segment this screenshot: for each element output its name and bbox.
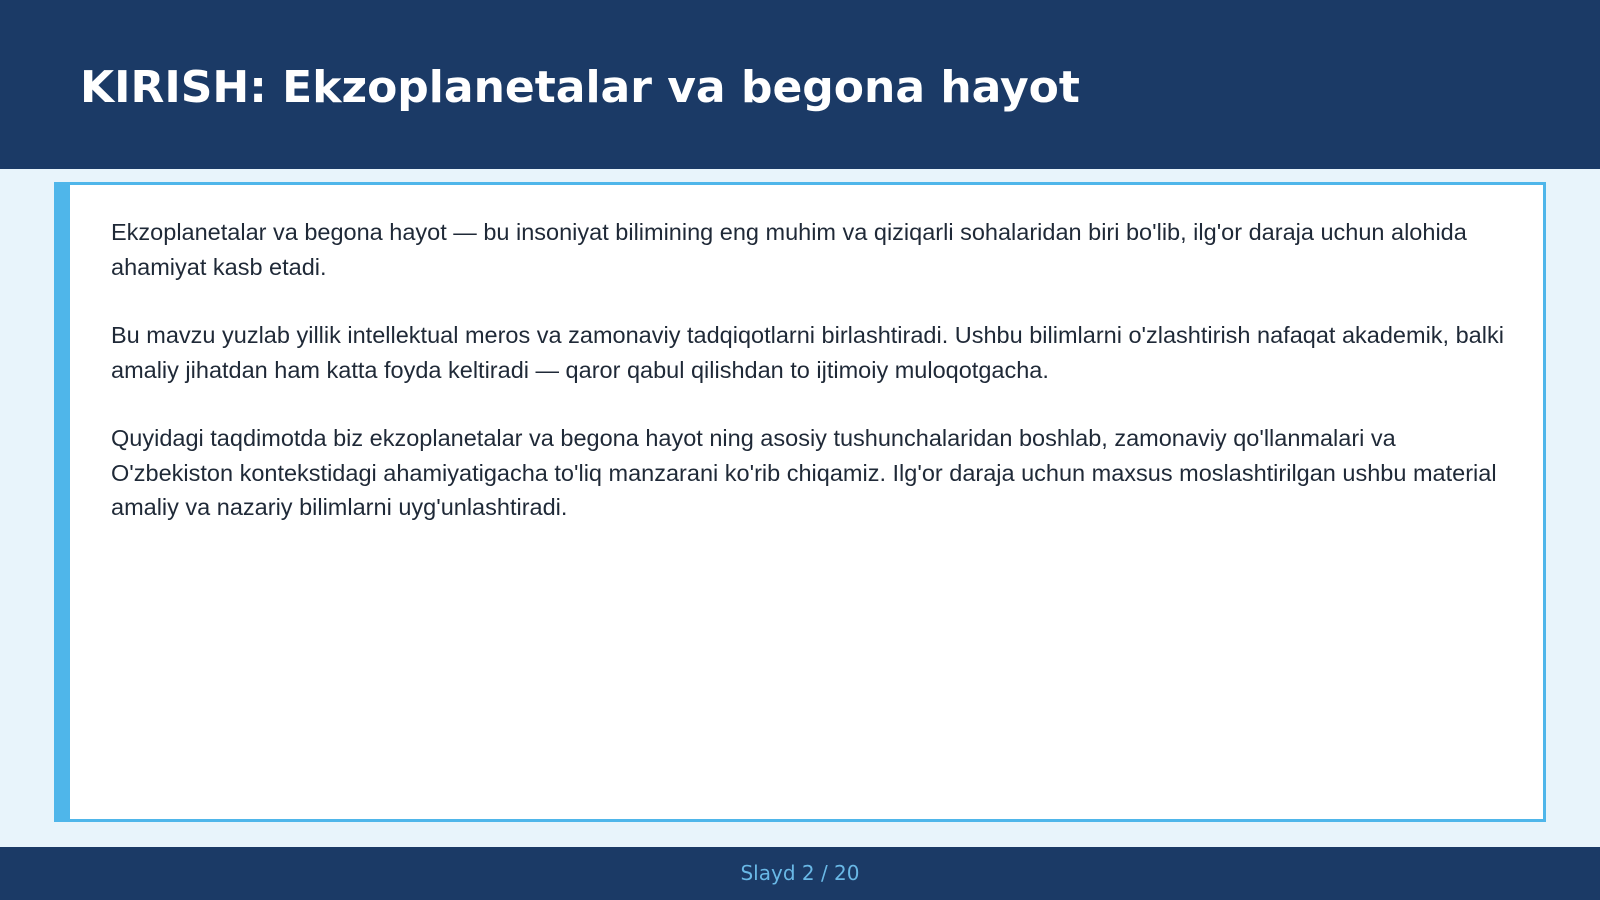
slide-footer	[0, 847, 1600, 900]
slide-title: KIRISH: Ekzoplanetalar va begona hayot	[80, 62, 1080, 113]
paragraph-intro: Ekzoplanetalar va begona hayot — bu insoniyat bilimining eng muhim va qiziqarli sohalaridan biri bo'lib, ilg'or daraja uchun alohida ahamiyat kasb etadi.	[111, 219, 1467, 280]
content-box	[54, 182, 1546, 822]
paragraph-overview: Quyidagi taqdimotda biz ekzoplanetalar va begona hayot ning asosiy tushunchalaridan boshlab, zamonaviy qo'llanmalari va O'zbekiston kontekstidagi ahamiyatigacha to'liq manzarani ko'rib chiqamiz. Ilg'or daraja uchun maxsus moslashtirilgan ushbu material amaliy va nazariy bilimlarni uyg'unlashtiradi.	[111, 425, 1497, 520]
paragraph-topic: Bu mavzu yuzlab yillik intellektual meros va zamonaviy tadqiqotlarni birlashtiradi. Ushbu bilimlarni o'zlashtirish nafaqat akademik, balki amaliy jihatdan ham katta foyda keltiradi — qaror qabul qilishdan to ijtimoiy muloqotgacha.	[111, 322, 1504, 383]
slide-counter: Slayd 2 / 20	[740, 861, 860, 885]
content-text	[111, 215, 1511, 559]
slide-header	[0, 0, 1600, 169]
